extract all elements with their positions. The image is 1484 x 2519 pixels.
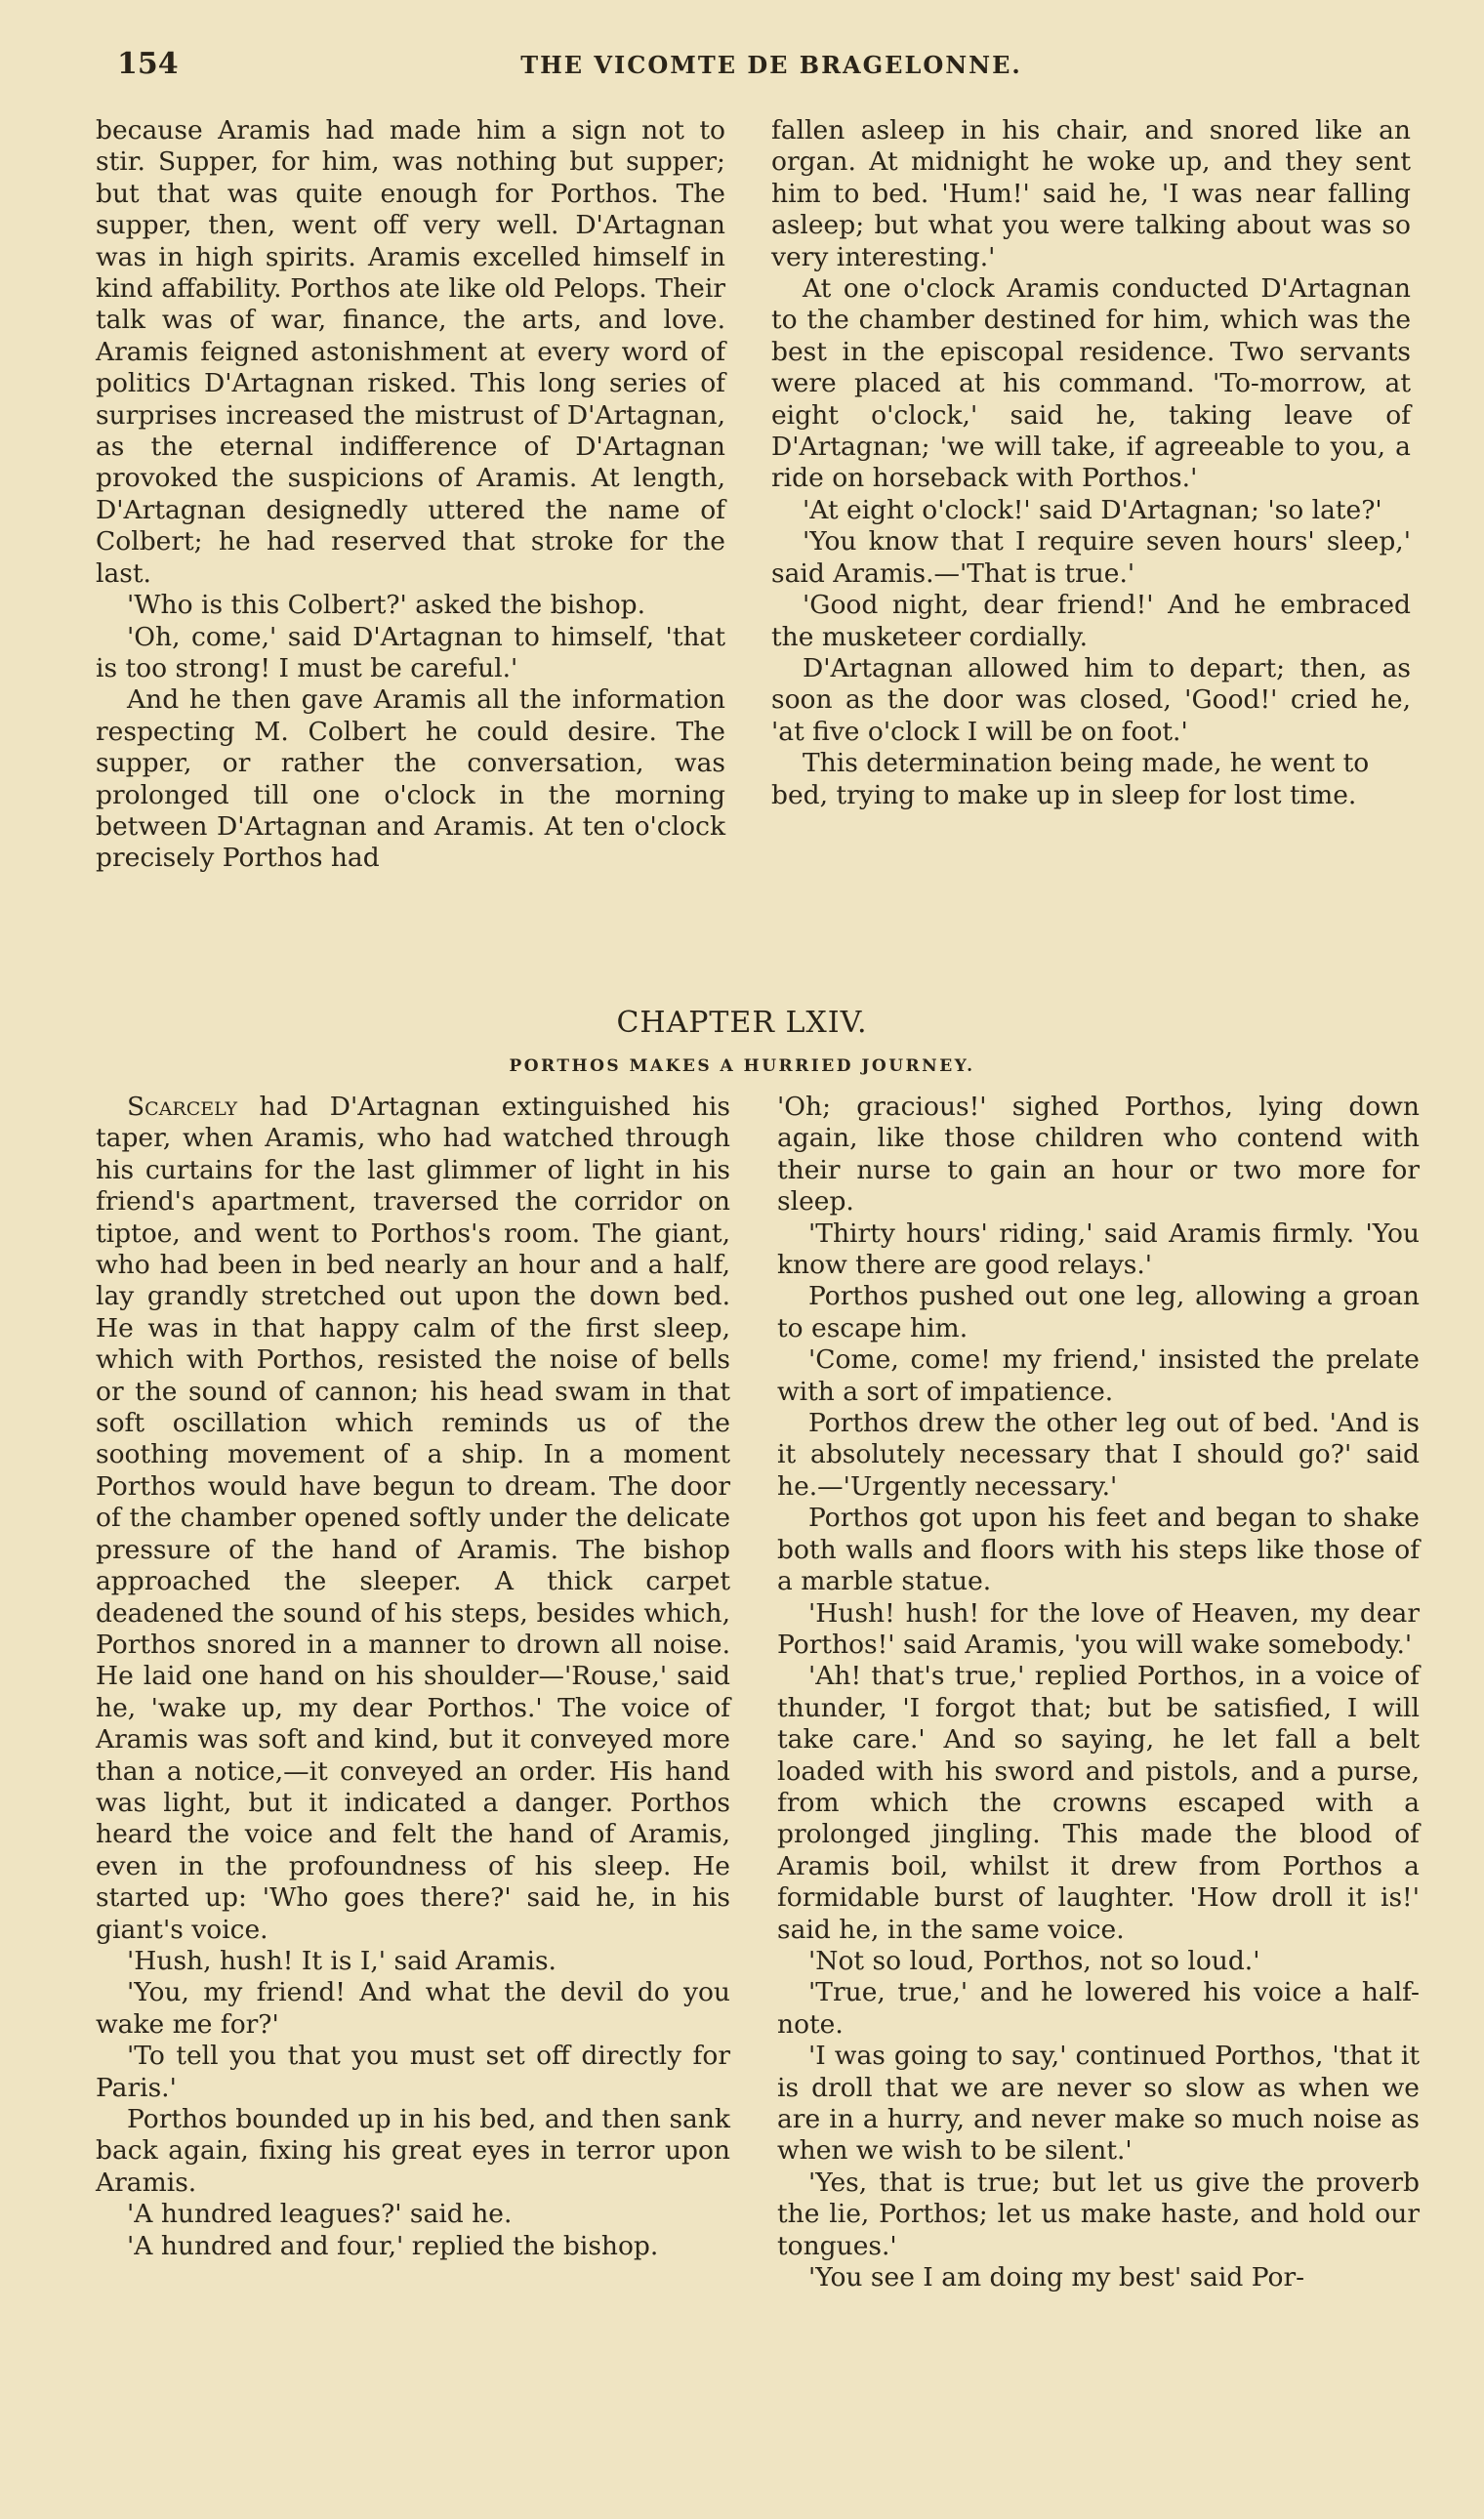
paragraph: Porthos bounded up in his bed, and then sank back again, fixing his great eyes in terror upon Aramis. <box>96 2104 730 2198</box>
lead-word: Scarcely <box>127 1092 238 1122</box>
paragraph: 'A hundred leagues?' said he. <box>127 2199 513 2230</box>
bottom-left-column <box>96 1092 730 2262</box>
paragraph: 'Yes, that is true; but let us give the proverb the lie, Porthos; let us make haste, and hold our tongues.' <box>777 2167 1420 2261</box>
paragraph: 'Come, come! my friend,' insisted the prelate with a sort of impatience. <box>777 1344 1420 1407</box>
paragraph: 'You, my friend! And what the devil do you wake me for?' <box>96 1977 730 2040</box>
top-right-column <box>771 115 1411 811</box>
chapter-subtitle: PORTHOS MAKES A HURRIED JOURNEY. <box>509 1056 975 1076</box>
paragraph: 'Oh; gracious!' sighed Porthos, lying down again, like those children who contend with their nurse to gain an hour or two more for sleep. <box>777 1092 1420 1218</box>
paragraph: 'True, true,' and he lowered his voice a half-note. <box>777 1977 1420 2040</box>
paragraph: 'Thirty hours' riding,' said Aramis firmly. 'You know there are good relays.' <box>777 1218 1420 1281</box>
paragraph: 'Who is this Colbert?' asked the bishop. <box>127 590 646 621</box>
paragraph: At one o'clock Aramis conducted D'Artagnan to the chamber destined for him, which was the best in the episcopal residence. Two servants were placed at his command. 'To-morrow, at eight o'clock,' said he, taking leave of D'Artagnan; 'we will take, if agreeable to you, a ride on horseback with Porthos.' <box>771 273 1411 494</box>
paragraph: 'You see I am doing my best' said Por- <box>808 2262 1305 2293</box>
paragraph: 'You know that I require seven hours' sleep,' said Aramis.—'That is true.' <box>771 526 1411 589</box>
running-title: THE VICOMTE DE BRAGELONNE. <box>520 51 1022 79</box>
paragraph: 'Good night, dear friend!' And he embraced the musketeer cordially. <box>771 590 1411 652</box>
paragraph: fallen asleep in his chair, and snored like an organ. At midnight he woke up, and they sent him to bed. 'Hum!' said he, 'I was near falling asleep; but what you were talking about was so very interesting.' <box>771 115 1411 272</box>
paragraph: 'Ah! that's true,' replied Porthos, in a voice of thunder, 'I forgot that; but be satisfied, I will take care.' And so saying, he let fall a belt loaded with his sword and pistols, and a purse, from which the crowns escaped with a prolonged jingling. This made the blood of Aramis boil, whilst it drew from Porthos a formidable burst of laughter. 'How droll it is!' said he, in the same voice. <box>777 1661 1420 1945</box>
paragraph: This determination being made, he went to bed, trying to make up in sleep for lost time. <box>771 748 1370 810</box>
paragraph: Porthos pushed out one leg, allowing a groan to escape him. <box>777 1281 1420 1343</box>
paragraph: 'A hundred and four,' replied the bishop. <box>127 2230 659 2261</box>
paragraph: because Aramis had made him a sign not to stir. Supper, for him, was nothing but supper; but that was quite enough for Porthos. The supper, then, went off very well. D'Artagnan was in high spirits. Aramis excelled himself in kind affability. Porthos ate like old Pelops. Their talk was of war, finance, the arts, and love. Aramis feigned astonishment at every word of politics D'Artagnan risked. This long series of surprises increased the mistrust of D'Artagnan, as the eternal indifference of D'Artagnan provoked the suspicions of Aramis. At length, D'Artagnan designedly uttered the name of Colbert; he had reserved that stroke for the last. <box>96 115 725 589</box>
paragraph: 'At eight o'clock!' said D'Artagnan; 'so late?' <box>803 494 1382 525</box>
paragraph-text: had D'Artagnan extinguished his taper, when Aramis, who had watched through his curtains for the last glimmer of light in his friend's apartment, traversed the corridor on tiptoe, and went to Porthos's room. The giant, who had been in bed nearly an hour and a half, lay grandly stretched out upon the down bed. He was in that happy calm of the first sleep, which with Porthos, resisted the noise of bells or the sound of cannon; his head swam in that soft oscillation which reminds us of the soothing movement of a ship. In a moment Porthos would have begun to dream. The door of the chamber opened softly under the delicate pressure of the hand of Aramis. The bishop approached the sleeper. A thick carpet deadened the sound of his steps, besides which, Porthos snored in a manner to drown all noise. He laid one hand on his shoulder—'Rouse,' said he, 'wake up, my dear Porthos.' The voice of Aramis was soft and kind, but it conveyed more than a notice,—it conveyed an order. His hand was light, but it indicated a danger. Porthos heard the voice and felt the hand of Aramis, even in the profoundness of his sleep. He started up: 'Who goes there?' said he, in his giant's voice. <box>96 1092 730 1945</box>
paragraph: D'Artagnan allowed him to depart; then, as soon as the door was closed, 'Good!' cried he, 'at five o'clock I will be on foot.' <box>771 652 1411 747</box>
paragraph: And he then gave Aramis all the information respecting M. Colbert he could desire. The supper, or rather the conversation, was prolonged till one o'clock in the morning between D'Artagnan and Aramis. At ten o'clock precisely Porthos had <box>96 684 725 874</box>
paragraph: Porthos got upon his feet and began to shake both walls and floors with his steps like those of a marble statue. <box>777 1503 1420 1597</box>
paragraph: 'To tell you that you must set off directly for Paris.' <box>96 2041 730 2103</box>
chapter-heading: CHAPTER LXIV. <box>616 1006 868 1040</box>
paragraph: 'Not so loud, Porthos, not so loud.' <box>808 1945 1260 1976</box>
paragraph <box>96 1092 730 1946</box>
page-header <box>117 47 1425 86</box>
bottom-right-column <box>777 1092 1420 2293</box>
paragraph: 'Hush, hush! It is I,' said Aramis. <box>127 1945 556 1976</box>
top-left-column <box>96 115 725 875</box>
paragraph: 'I was going to say,' continued Porthos, 'that it is droll that we are never so slow as when we are in a hurry, and never make so much noise as when we wish to be silent.' <box>777 2041 1420 2167</box>
paragraph: Porthos drew the other leg out of bed. 'And is it absolutely necessary that I should go?' said he.—'Urgently necessary.' <box>777 1408 1420 1502</box>
paragraph: 'Hush! hush! for the love of Heaven, my dear Porthos!' said Aramis, 'you will wake somebody.' <box>777 1597 1420 1660</box>
page-number: 154 <box>117 47 179 81</box>
paragraph: 'Oh, come,' said D'Artagnan to himself, 'that is too strong! I must be careful.' <box>96 621 725 683</box>
